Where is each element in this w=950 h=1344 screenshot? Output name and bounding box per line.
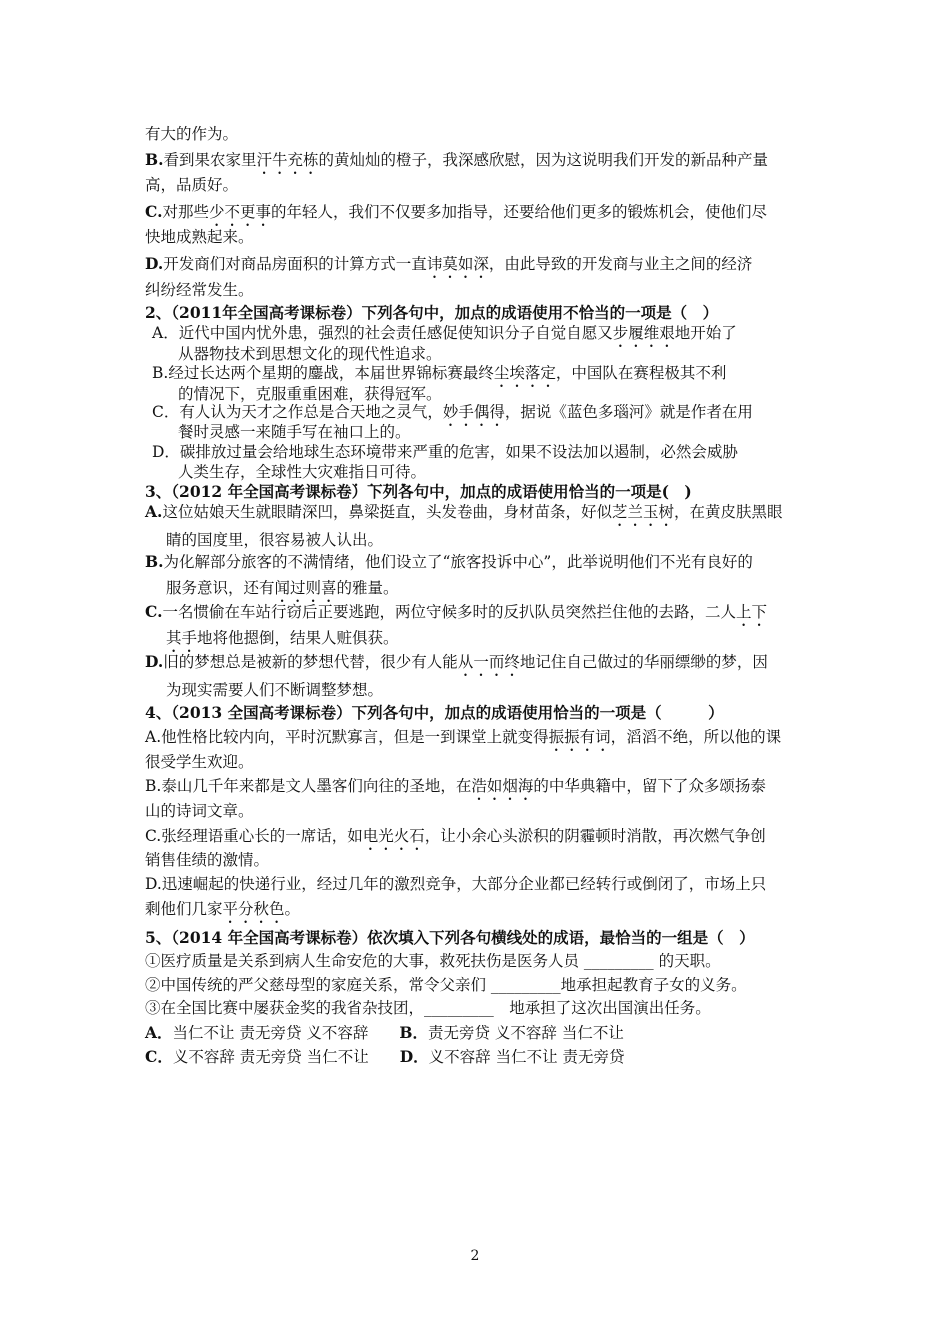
text-line: 4、（2013 全国高考课标卷）下列各句中，加点的成语使用恰当的一项是（ ）: [145, 703, 724, 722]
emphasized-idiom: 电光火石: [362, 827, 425, 845]
emphasized-idiom: 闻过则喜: [274, 579, 337, 597]
option-label: D.: [145, 652, 164, 671]
option-label: B.: [145, 552, 164, 571]
text-line: A.这位姑娘天生就眼睛深凹，鼻梁挺直，头发卷曲，身材苗条，好似芝兰玉树，在黄皮肤黑眼: [145, 502, 783, 521]
text-line: C．义不容辞 责无旁贷 当仁不让 D．义不容辞 当仁不让 责无旁贷: [145, 1047, 625, 1066]
emphasized-idiom: 振振有词: [548, 728, 611, 746]
emphasized-idiom: 其手: [166, 629, 198, 647]
emphasized-idiom: 尘埃落定: [493, 364, 556, 382]
emphasized-idiom: 从一而终: [457, 653, 520, 671]
text-line: 从器物技术到思想文化的现代性追求。: [178, 345, 442, 363]
text-line: 人类生存，全球性大灾难指日可待。: [178, 463, 427, 481]
option-label: A.: [145, 502, 163, 521]
option-label: C．: [145, 1047, 173, 1066]
text-line: C.一名惯偷在车站行窃后正要逃跑，两位守候多时的反扒队员突然拦住他的去路，二人上下: [145, 602, 767, 621]
text-line: 睛的国度里，很容易被人认出。: [166, 531, 384, 549]
emphasized-idiom: 汗牛充栋: [256, 151, 319, 169]
text-line: ①医疗质量是关系到病人生命安危的大事，救死扶伤是医务人员 _________ 的天职。: [145, 952, 721, 970]
emphasized-idiom: 平分秋色: [222, 900, 285, 918]
text-line: 有大的作为。: [145, 125, 239, 143]
text-line: 的情况下，克服重重困难，获得冠军。: [178, 385, 442, 403]
text-line: A．近代中国内忧外患，强烈的社会责任感促使知识分子自觉自愿又步履维艰地开始了: [152, 324, 737, 342]
option-label: B．: [399, 1023, 428, 1042]
text-line: B.泰山几千年来都是文人墨客们向往的圣地，在浩如烟海的中华典籍中，留下了众多颂扬泰: [145, 777, 766, 795]
text-line: 销售佳绩的激情。: [145, 851, 270, 869]
text-line: ②中国传统的严父慈母型的家庭关系，常令父亲们 _________地承担起教育子女的义务。: [145, 976, 747, 994]
text-line: C．有人认为天才之作总是合天地之灵气，妙手偶得，据说《蓝色多瑙河》就是作者在用: [152, 403, 753, 421]
option-label: A．: [145, 1023, 173, 1042]
emphasized-idiom: 上下: [735, 603, 767, 621]
emphasized-idiom: 浩如烟海: [471, 777, 534, 795]
emphasized-idiom: 指日可待: [348, 463, 411, 481]
text-line: 很受学生欢迎。: [145, 753, 254, 771]
option-label: C.: [145, 202, 163, 221]
page-number: 2: [470, 1248, 480, 1264]
text-line: 餐时灵感一来随手写在袖口上的。: [178, 423, 411, 441]
emphasized-idiom: 步履维艰: [612, 324, 675, 342]
option-label: D.: [145, 254, 164, 273]
text-line: 为现实需要人们不断调整梦想。: [166, 681, 384, 699]
text-line: A.他性格比较内向，平时沉默寡言，但是一到课堂上就变得振振有词，滔滔不绝，所以他的课: [145, 728, 782, 746]
text-line: C.张经理语重心长的一席话，如电光火石，让小余心头淤积的阴霾顿时消散，再次燃气争创: [145, 827, 766, 845]
text-line: D.迅速崛起的快递行业，经过几年的激烈竞争，大部分企业都已经转行或倒闭了，市场上只: [145, 875, 767, 893]
text-line: 剩他们几家平分秋色。: [145, 900, 301, 918]
text-line: 纠纷经常发生。: [145, 281, 254, 299]
text-line: D．碳排放过量会给地球生态环境带来严重的危害，如果不设法加以遏制，必然会威胁: [152, 443, 738, 461]
text-line: 3、（2012 年全国高考课标卷）下列各句中，加点的成语使用恰当的一项是( ): [145, 482, 692, 501]
text-line: ③在全国比赛中屡获金奖的我省杂技团，_________ 地承担了这次出国演出任务。: [145, 999, 711, 1017]
text-line: 快地成熟起来。: [145, 228, 254, 246]
option-label: D．: [399, 1047, 429, 1066]
text-line: 5、（2014 年全国高考课标卷）依次填入下列各句横线处的成语，最恰当的一组是（ ）: [145, 928, 755, 947]
text-line: 山的诗词文章。: [145, 802, 254, 820]
text-line: 服务意识，还有闻过则喜的雅量。: [166, 579, 399, 597]
text-line: D.旧的梦想总是被新的梦想代替，很少有人能从一而终地记住自己做过的华丽缥缈的梦，因: [145, 652, 768, 671]
text-line: B.经过长达两个星期的鏖战，本届世界锦标赛最终尘埃落定，中国队在赛程极其不利: [152, 364, 727, 382]
option-label: C.: [145, 602, 163, 621]
emphasized-idiom: 妙手偶得: [442, 403, 505, 421]
text-line: B.看到果农家里汗牛充栋的黄灿灿的橙子，我深感欣慰，因为这说明我们开发的新品种产量: [145, 150, 769, 169]
emphasized-idiom: 少不更事: [208, 203, 271, 221]
text-line: 2、（2011年全国高考课标卷）下列各句中，加点的成语使用不恰当的一项是（ ）: [145, 303, 719, 322]
text-line: 高，品质好。: [145, 176, 239, 194]
text-line: B.为化解部分旅客的不满情绪，他们设立了“旅客投诉中心”，此举说明他们不光有良好的: [145, 552, 753, 571]
text-line: A．当仁不让 责无旁贷 义不容辞 B．责无旁贷 义不容辞 当仁不让: [145, 1023, 624, 1042]
text-line: C.对那些少不更事的年轻人，我们不仅要多加指导，还要给他们更多的锻炼机会，使他们尽: [145, 202, 768, 221]
option-label: B.: [145, 150, 164, 169]
emphasized-idiom: 芝兰玉树: [611, 503, 674, 521]
emphasized-idiom: 讳莫如深: [426, 255, 489, 273]
text-line: D.开发商们对商品房面积的计算方式一直讳莫如深，由此导致的开发商与业主之间的经济: [145, 254, 753, 273]
text-line: 其手地将他摁倒，结果人赃俱获。: [166, 629, 399, 647]
